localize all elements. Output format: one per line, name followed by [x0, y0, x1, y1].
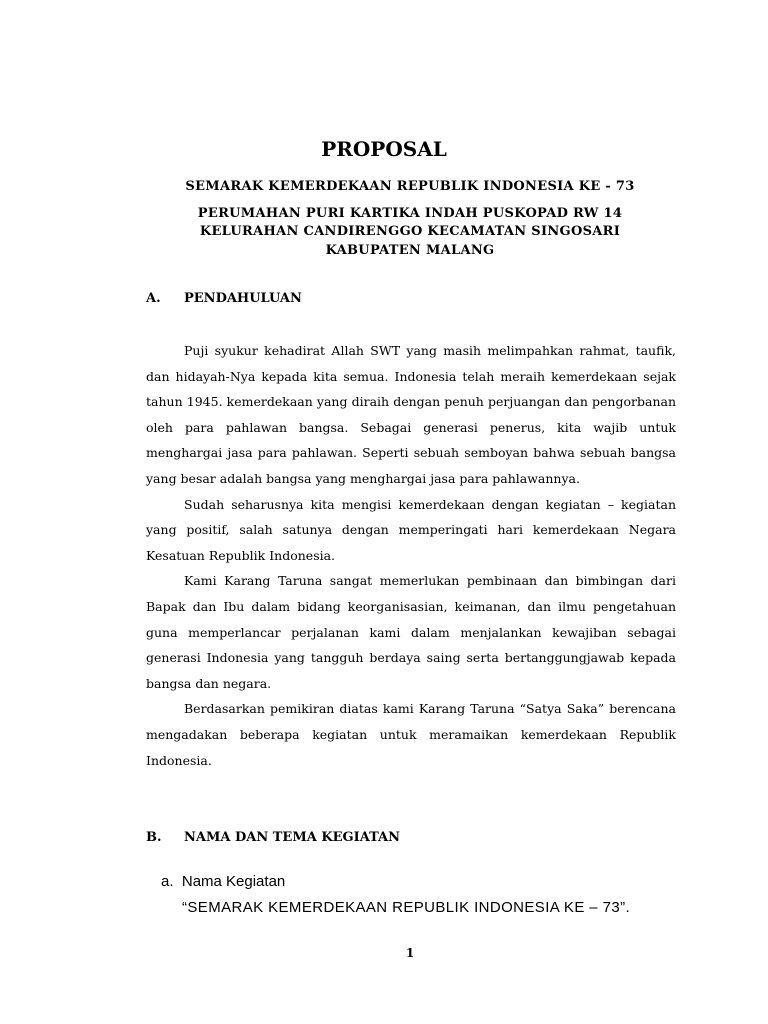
section-title: PENDAHULUAN — [184, 291, 302, 306]
paragraph: Puji syukur kehadirat Allah SWT yang masih melimpahkan rahmat, taufik, dan hidayah-Nya kepada kita semua. Indonesia telah meraih kemerdekaan sejak tahun 1945. kemerdekaan yang diraih dengan penuh perjuangan dan pengorbanan oleh para pahlawan bangsa. Sebagai generasi penerus, kita wajib untuk menghargai jasa para pahlawan. Seperti sebuah semboyan bahwa sebuah bangsa yang besar adalah bangsa yang menghargai jasa para pahlawannya. — [146, 343, 676, 486]
section-number: A. — [146, 291, 161, 306]
page-number: 1 — [405, 946, 415, 960]
list-item — [161, 873, 285, 890]
section-a-body — [146, 338, 676, 773]
event-name: “SEMARAK KEMERDEKAAN REPUBLIK INDONESIA KE – 73”. — [182, 899, 631, 916]
paragraph: Berdasarkan pemikiran diatas kami Karang Taruna “Satya Saka” berencana mengadakan beberapa kegiatan untuk meramaikan kemerdekaan Republik Indonesia. — [146, 701, 676, 768]
subtitle-line: KELURAHAN CANDIRENGGO KECAMATAN SINGOSARI — [199, 224, 621, 239]
section-title: NAMA DAN TEMA KEGIATAN — [184, 830, 401, 845]
paragraph: Kami Karang Taruna sangat memerlukan pembinaan dan bimbingan dari Bapak dan Ibu dalam bidang keorganisasian, keimanan, dan ilmu pengetahuan guna memperlancar perjalanan kami dalam menjalankan kewajiban sebagai generasi Indonesia yang tangguh berdaya saing serta bertanggungjawab kepada bangsa dan negara. — [146, 573, 676, 691]
subtitle-line: PERUMAHAN PURI KARTIKA INDAH PUSKOPAD RW 14 — [197, 206, 623, 221]
subtitle-line: SEMARAK KEMERDEKAAN REPUBLIK INDONESIA KE - 73 — [185, 179, 635, 194]
document-title: PROPOSAL — [321, 137, 447, 161]
section-b-heading — [146, 830, 400, 845]
subtitle-line: KABUPATEN MALANG — [325, 243, 495, 258]
list-label: Nama Kegiatan — [181, 873, 286, 890]
list-marker: a. — [161, 873, 174, 890]
paragraph: Sudah seharusnya kita mengisi kemerdekaan dengan kegiatan – kegiatan yang positif, salah satunya dengan memperingati hari kemerdekaan Negara Kesatuan Republik Indonesia. — [146, 496, 676, 563]
section-a-heading — [146, 291, 302, 306]
section-number: B. — [146, 830, 162, 845]
